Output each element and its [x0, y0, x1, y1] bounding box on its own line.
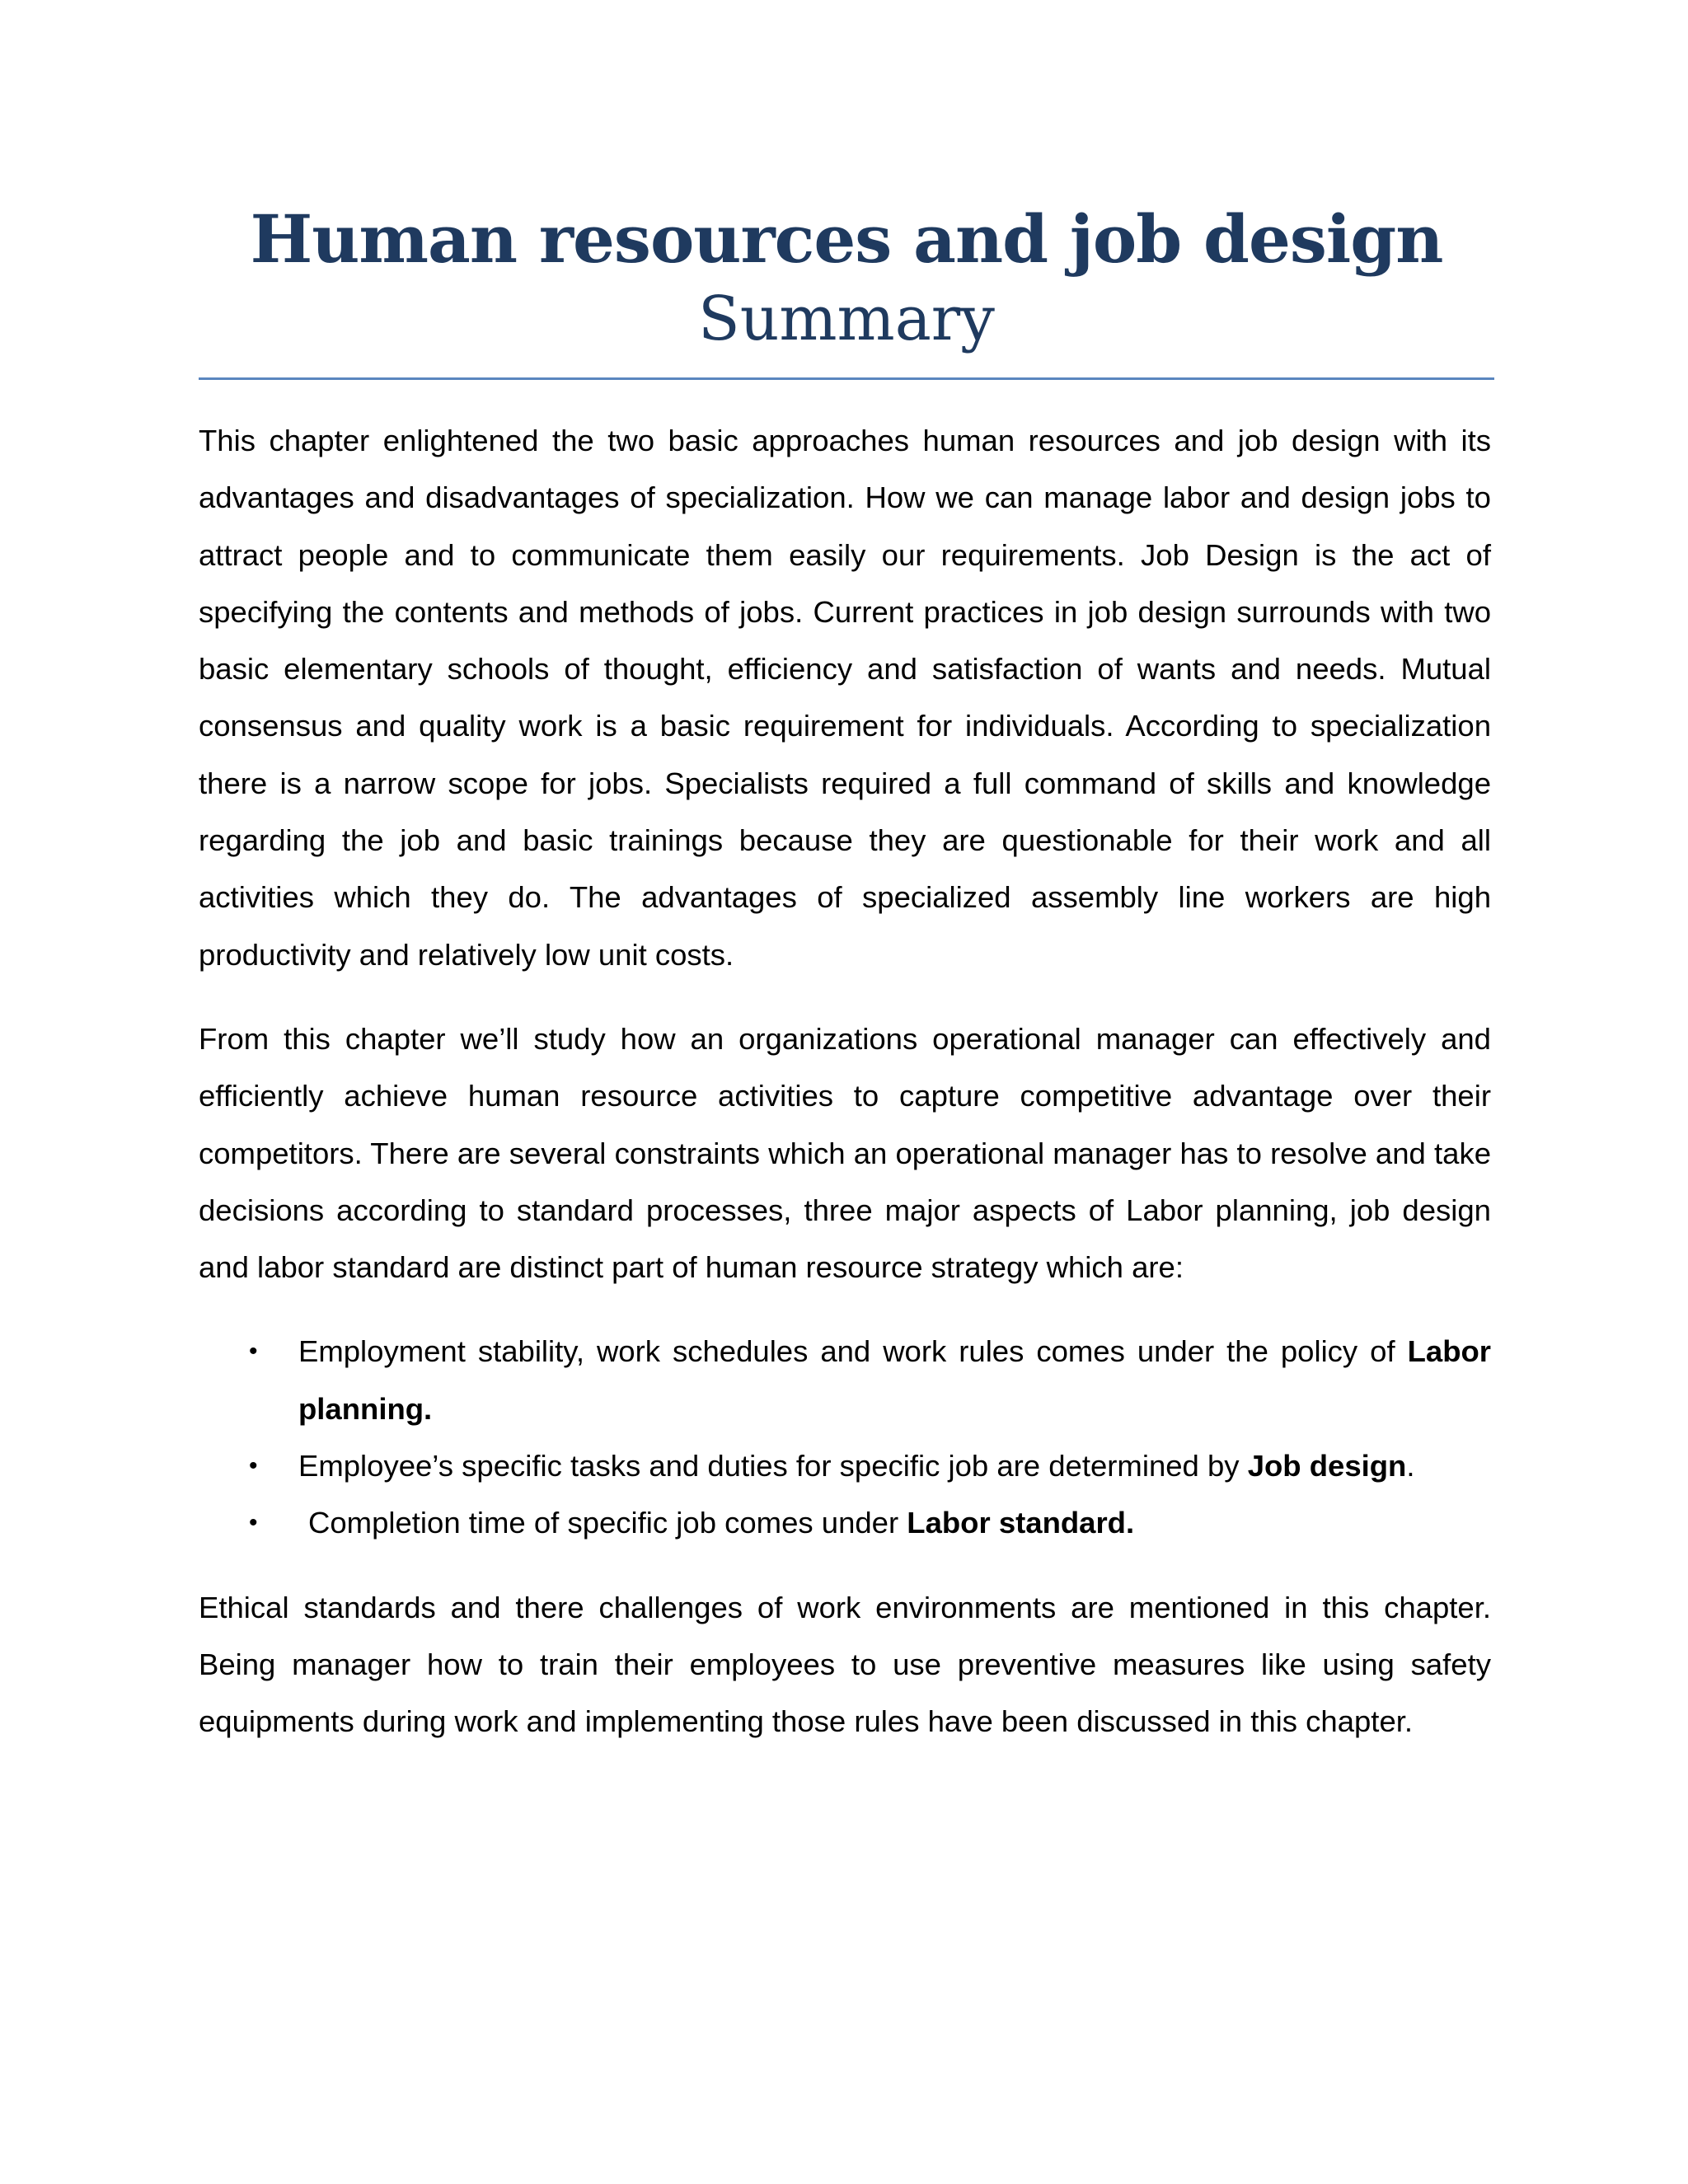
bullet-text: [298, 1506, 1134, 1540]
bullet-text: [298, 1334, 1491, 1425]
bullet-icon: •: [249, 1452, 258, 1480]
bullet-icon: •: [249, 1338, 258, 1366]
paragraph-strategy: From this chapter we’ll study how an organizations operational manager can effectively and efficiently achieve human resource activities to capture competitive advantage over their competitors. There are several constraints which an operational manager has to resolve and take decisions according to standard processes, three major aspects of Labor planning, job design and labor standard are distinct part of human resource strategy which are:: [199, 1021, 1491, 1285]
title-divider: [199, 377, 1494, 380]
bullet-icon: •: [249, 1509, 258, 1537]
bullet-item-job-design: [199, 1437, 1491, 1494]
bullet-term: Labor planning.: [298, 1334, 1491, 1426]
bullet-suffix: .: [1406, 1449, 1415, 1483]
document-subtitle: Summary: [698, 284, 995, 354]
bullet-body: Employment stability, work schedules and work rules comes under the policy of: [298, 1334, 1408, 1369]
bullet-item-labor-standard: [199, 1494, 1491, 1551]
bullet-body: Completion time of specific job comes under: [308, 1506, 907, 1540]
bullet-term: Labor standard.: [907, 1506, 1135, 1540]
bullet-term: Job design: [1247, 1449, 1407, 1483]
paragraph-intro: This chapter enlightened the two basic approaches human resources and job design with its advantages and disadvantages of specialization. How we can manage labor and design jobs to attract people and to communicate them easily our requirements. Job Design is the act of specifying the contents and methods of jobs. Current practices in job design surrounds with two basic elementary schools of thought, efficiency and satisfaction of wants and needs. Mutual consensus and quality work is a basic requirement for individuals. According to specialization there is a narrow scope for jobs. Specialists required a full command of skills and knowledge regarding the job and basic trainings because they are questionable for their work and all activities which they do. The advantages of specialized assembly line workers are high productivity and relatively low unit costs.: [199, 424, 1491, 972]
document-header: [199, 191, 1494, 379]
bullet-text: [298, 1449, 1415, 1483]
paragraph-ethics: Ethical standards and there challenges of work environments are mentioned in this chapter. Being manager how to train their employees to use preventive measures like using safety equipments during work and implementing those rules have been discussed in this chapter.: [199, 1590, 1491, 1739]
bullet-item-labor-planning: [199, 1323, 1491, 1437]
strategy-bullet-list: [199, 1323, 1491, 1551]
document-title: Human resources and job design: [250, 200, 1443, 278]
document-body: [199, 412, 1491, 1750]
bullet-body: Employee’s specific tasks and duties for specific job are determined by: [298, 1449, 1248, 1483]
